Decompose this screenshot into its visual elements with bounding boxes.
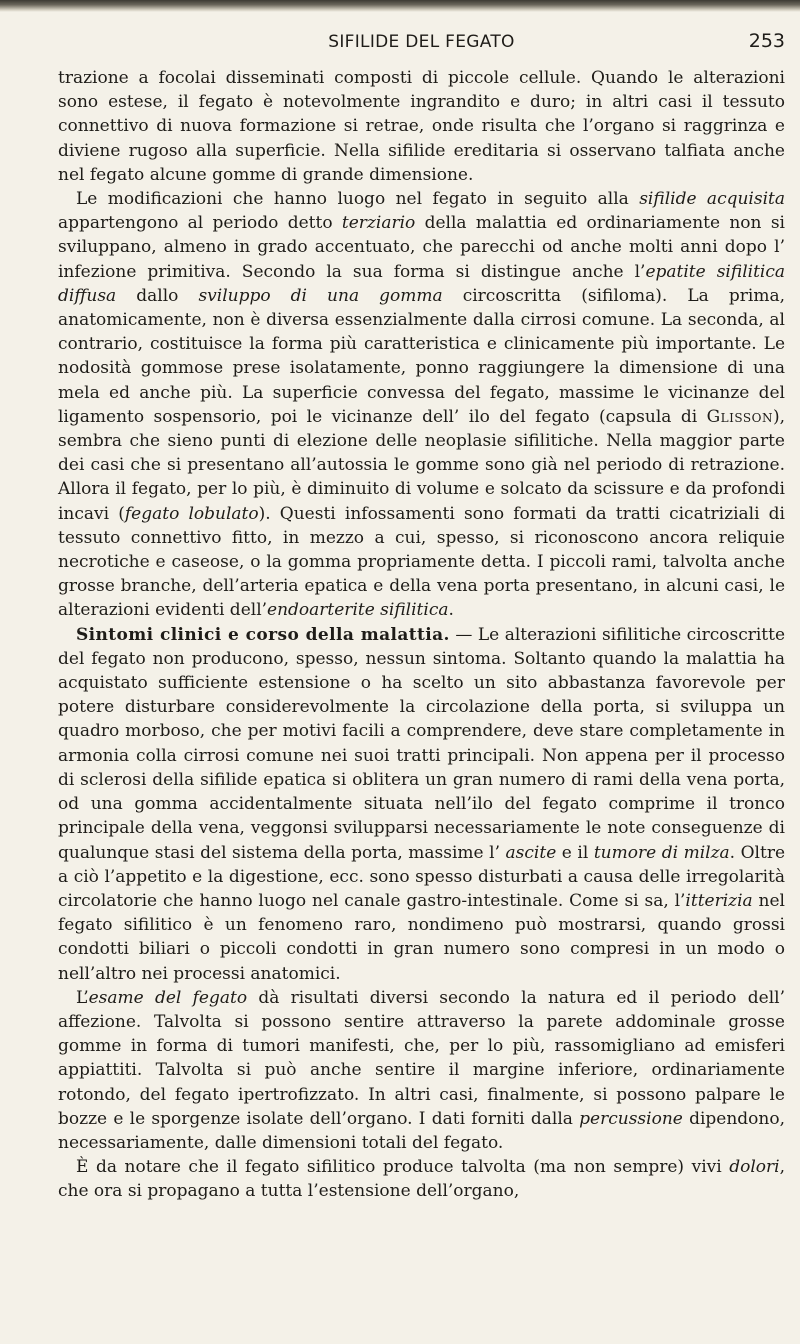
body-text [58, 66, 785, 1204]
paragraph [58, 986, 785, 1155]
italic-term: tumore di milza [593, 842, 730, 863]
text-run: trazione a focolai disseminati composti di piccole cellule. Quando le alterazioni sono estese, il fegato è notevolmente ingrandito e duro; in altri casi il tessuto connettivo di nuova formazione si retrae, onde risulta che l’organo si raggrinza e diviene rugoso alla superficie. Nella sifilide ereditaria si osservano talfiata anche nel fegato alcune gomme di grande dimensione. [58, 68, 785, 185]
page-number: 253 [748, 30, 785, 52]
text-run: Le modificazioni che hanno luogo nel fegato in seguito alla [76, 189, 640, 210]
text-run: L’ [76, 987, 89, 1008]
text-run: ), sembra che sieno punti di elezione delle neoplasie sifilitiche. Nella maggior parte dei casi che si presentano all’autossia le gomme sono già nel periodo di retrazione. Allora il fegato, per lo più, è diminuito di volume e solcato da scissure e da profondi incavi ( [58, 406, 785, 524]
italic-term: percussione [579, 1108, 683, 1129]
italic-term: itterizia [685, 890, 753, 911]
book-page [58, 26, 785, 1204]
section-heading: Sintomi clinici e corso della malattia. [76, 624, 450, 645]
text-run: nel fegato sifilitico è un fenomeno raro, nondimeno può mostrarsi, quando grossi condotti biliari o piccoli condotti in gran numero sono compresi in un modo o nell’altro nei processi anatomici. [58, 890, 785, 984]
text-run: circoscritta (sifiloma). La prima, anatomicamente, non è diversa essenzialmente dalla cirrosi comune. La seconda, al contrario, costituisce la forma più caratteristica e clinicamente più importante. Le nodosità gommose prese isolatamente, ponno raggiungere la dimensione di una mela ed anche più. La superficie convessa del fegato, massime le vicinanze del ligamento sospensorio, poi le vicinanze dell’ ilo del fegato (capsula di [58, 285, 785, 427]
paragraph [58, 623, 785, 986]
page-header [58, 26, 785, 66]
italic-term: epatite sifilitica diffusa [58, 261, 785, 306]
italic-term: sifilide acquisita [639, 189, 785, 210]
paragraph [58, 1155, 785, 1203]
text-run: dà risultati diversi secondo la natura ed il periodo dell’ affezione. Talvolta si possono sentire attraverso la parete addominale grosse gomme in forma di tumori manifesti, che, per lo più, rassomigliano ad emisferi appiattiti. Talvolta si può anche sentire il margine inferiore, ordinariamente rotondo, del fegato ipertrofizzato. In altri casi, finalmente, si possono palpare le bozze e le sporgenze isolate dell’organo. I dati forniti dalla [58, 987, 786, 1129]
text-run: . Oltre a ciò l’appetito e la digestione, ecc. sono spesso disturbati a causa delle irregolarità circolatorie che hanno luogo nel canale gastro-intestinale. Come si sa, l’ [58, 842, 786, 911]
italic-term: sviluppo di una gomma [198, 285, 443, 306]
text-run: dipendono, necessariamente, dalle dimensioni totali del fegato. [58, 1108, 785, 1153]
italic-term: endoarterite sifilitica [267, 600, 449, 621]
page-top-edge-shadow [0, 0, 800, 12]
small-caps-name: Glisson [706, 406, 773, 427]
text-run: , che ora si propagano a tutta l’estensione dell’organo, [58, 1157, 785, 1202]
paragraph [58, 66, 785, 187]
text-run: È da notare che il fegato sifilitico produce talvolta (ma non sempre) vivi [76, 1157, 730, 1178]
text-run: — Le alterazioni sifilitiche circoscritte del fegato non producono, spesso, nessun sintoma. Soltanto quando la malattia ha acquistato sufficiente estensione o ha scelto un sito abbastanza favorevole per potere disturbare considerevolmente la circolazione della porta, si sviluppa un quadro morboso, che per motivi facili a comprendere, deve stare completamente in armonia colla cirrosi comune nei suoi tratti principali. Non appena per il processo di sclerosi della sifilide epatica si oblitera un gran numero di rami della vena porta, od una gomma accidentalmente situata nell’ilo del fegato comprime il tronco principale della vena, veggonsi svilupparsi necessariamente le note conseguenze di qualunque stasi del sistema della porta, massime l’ [58, 624, 785, 863]
paragraph [58, 187, 785, 623]
italic-term: esame del fegato [88, 987, 248, 1008]
text-run: ). Questi infossamenti sono formati da tratti cicatriziali di tessuto connettivo fitto, in mezzo a cui, spesso, si riconoscono ancora reliquie necrotiche e caseose, o la gomma propriamente detta. I piccoli rami, talvolta anche grosse branche, dell’arteria epatica e della vena porta presentano, in alcuni casi, le alterazioni evidenti dell’ [58, 503, 785, 621]
text-run: . [448, 600, 454, 621]
text-run: della malattia ed ordinariamente non si sviluppano, almeno in grado accentuato, che parecchi od anche molti anni dopo l’ infezione primitiva. Secondo la sua forma si distingue anche l’ [58, 213, 785, 282]
running-title: SIFILIDE DEL FEGATO [328, 32, 515, 52]
text-run: e il [556, 842, 594, 863]
text-run: appartengono al periodo detto [58, 213, 342, 234]
text-run: dallo [116, 285, 199, 306]
italic-term: dolori [729, 1157, 780, 1178]
italic-term: ascite [505, 842, 557, 863]
italic-term: terziario [341, 213, 416, 234]
italic-term: fegato lobulato [124, 503, 259, 524]
